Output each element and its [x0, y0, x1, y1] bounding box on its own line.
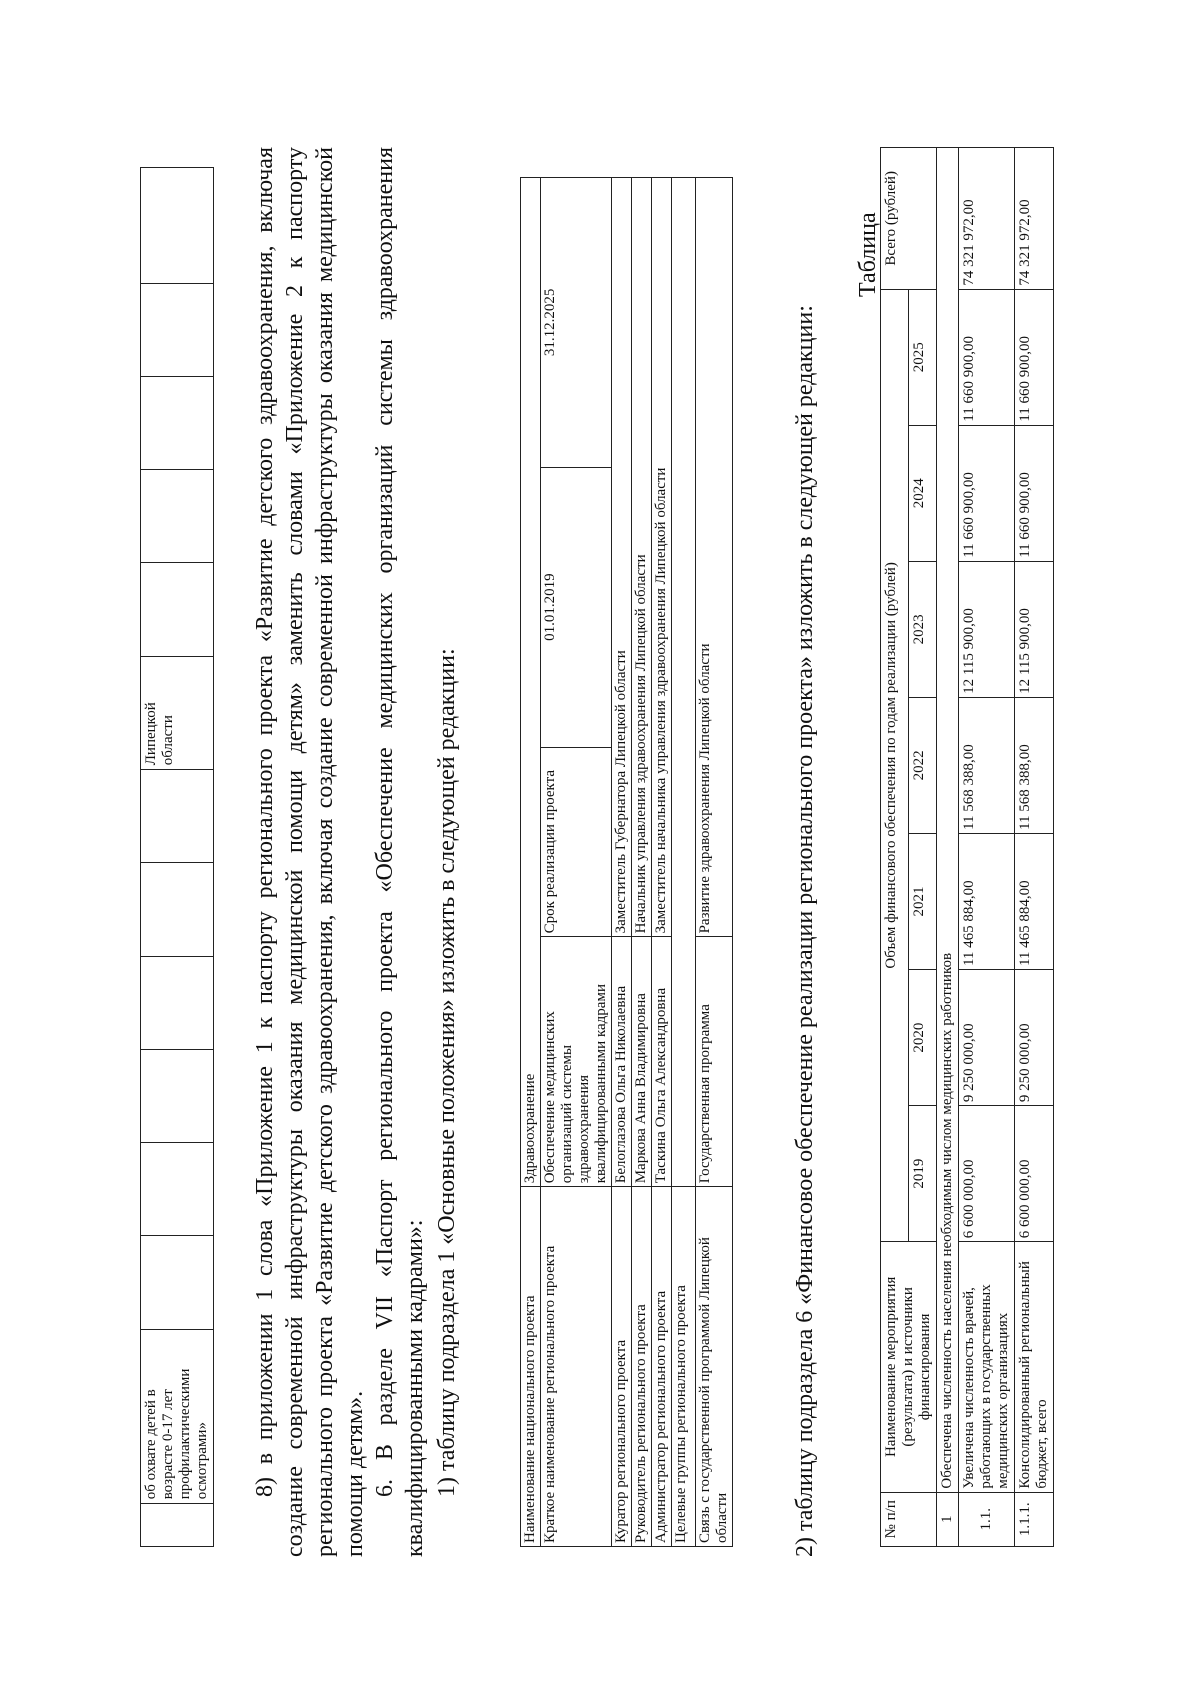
fragment-row-label: об охвате детей в возрасте 0-17 лет профилактическими осмотрами» — [141, 1329, 214, 1504]
col-total-header: Всего (рублей) — [881, 148, 937, 290]
paragraph-6-2: 2) таблицу подраздела 6 «Финансовое обеспечение реализации регионального проекта» изложить в следующей редакции: — [792, 305, 818, 1557]
table-row: Целевые группы регионального проекта — [672, 178, 696, 1547]
table-row: Куратор регионального проекта Белоглазова Ольга Николаевна Заместитель Губернатора Липецкой области — [612, 178, 632, 1547]
table-row: Наименование национального проекта Здравоохранение — [521, 178, 541, 1547]
table-row: Связь с государственной программой Липецкой области Государственная программа Развитие здравоохранения Липецкой области — [696, 178, 733, 1547]
financing-table — [880, 147, 1054, 1547]
table-caption: Таблица — [855, 212, 881, 297]
table-row: 1.1.1. Консолидированный региональный бюджет, всего 6 600 000,00 9 250 000,00 11 465 884,00 11 568 388,00 12 115 900,00 11 660 900,00 11 660 900,00 74 321 972,00 — [1015, 148, 1054, 1547]
col-name-header: Наименование мероприятия (результата) и источники финансирования — [881, 1242, 937, 1492]
paragraph-6-1: 1) таблицу подраздела 1 «Основные положения» изложить в следующей редакции: — [434, 648, 460, 1497]
table-header-row: 2019 2020 2021 2022 2023 2024 2025 — [909, 148, 937, 1547]
main-provisions-table — [520, 177, 733, 1547]
paragraph-8: 8) в приложении 1 слова «Приложение 1 к паспорту регионального проекта «Развитие детского здравоохранения, включая создание современной инфраструктуры оказания медицинской помощи детям» заменить словами «Приложение 2 к паспорту регионального проекта «Развитие детского здравоохранения, включая создание современной инфраструктуры оказания медицинской помощи детям». — [252, 147, 368, 1557]
table-row: Краткое наименование регионального проекта Обеспечение медицинских организаций системы здравоохранения квалифицированными кадрами Срок реализации проекта 01.01.2019 31.12.2025 — [541, 178, 612, 1547]
previous-table-fragment — [140, 167, 214, 1547]
table-row: 1.1. Увеличена численность врачей, работающих в государственных медицинских организациях 6 600 000,00 9 250 000,00 11 465 884,00 11 568 388,00 12 115 900,00 11 660 900,00 11 660 900,00 74 321 972,00 — [959, 148, 1015, 1547]
col-num-header: № п/п — [881, 1492, 937, 1546]
table-row: 1 Обеспечена численность населения необходимым числом медицинских работников — [937, 148, 959, 1547]
paragraph-6: 6. В разделе VII «Паспорт регионального проекта «Обеспечение медицинских организаций системы здравоохранения квалифицированными кадрами»: — [372, 147, 428, 1557]
fragment-region: Липецкой области — [141, 656, 214, 770]
col-volume-header: Объем финансового обеспечения по годам реализации (рублей) — [881, 289, 909, 1242]
table-row: Администратор регионального проекта Таскина Ольга Александровна Заместитель начальника управления здравоохранения Липецкой области — [652, 178, 672, 1547]
table-header-row — [881, 148, 909, 1547]
table-row: Руководитель регионального проекта Маркова Анна Владимировна Начальник управления здравоохранения Липецкой области — [632, 178, 652, 1547]
